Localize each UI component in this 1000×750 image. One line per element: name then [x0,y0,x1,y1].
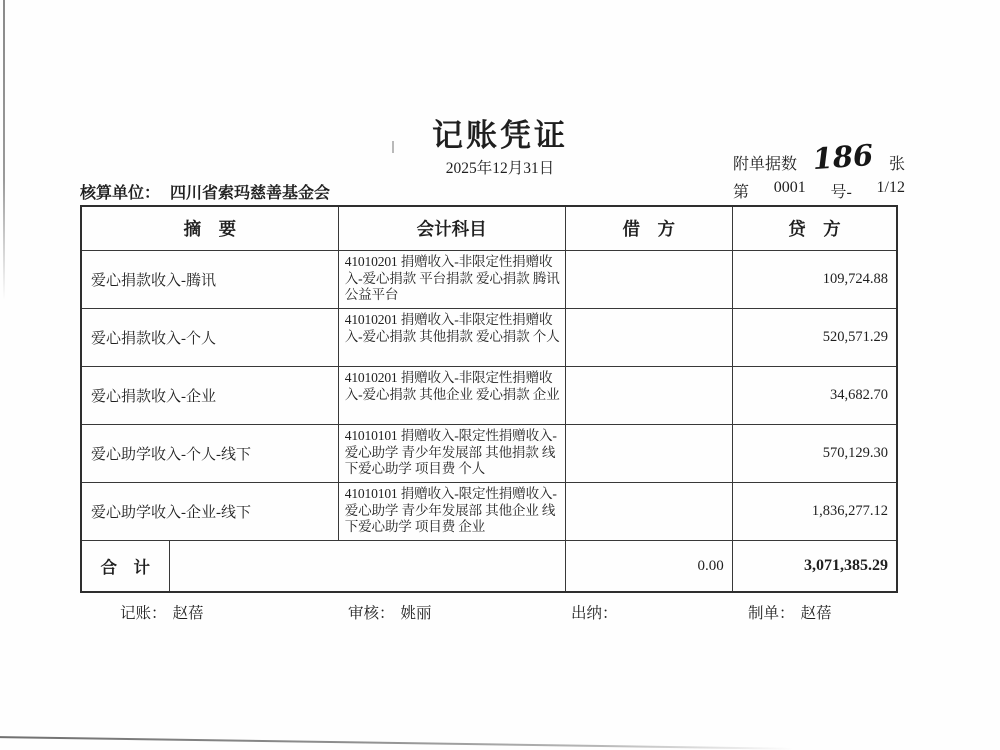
accounting-unit-line [80,180,330,203]
bookkeeper-name: 赵蓓 [172,605,204,622]
cell-credit: 1,836,277.12 [811,503,888,519]
cell-summary: 爱心捐款收入-腾讯 [82,251,339,308]
cell-account: 41010101 捐赠收入-限定性捐赠收入-爱心助学 青少年发展部 其他企业 线下爱心助学 项目费 企业 [339,483,566,540]
preparer-name: 赵蓓 [800,605,832,622]
table-row [82,483,896,541]
voucher-number: 0001 [773,179,806,196]
signature-preparer [748,601,832,623]
cell-summary: 爱心助学收入-企业-线下 [82,483,339,540]
cell-debit [566,425,733,482]
table-row [82,367,896,425]
cashier-label: 出纳： [571,605,618,622]
voucher-title: 记账凭证 [432,118,568,153]
total-blank-cell [170,541,566,591]
cell-account: 41010101 捐赠收入-限定性捐赠收入-爱心助学 青少年发展部 其他捐款 线下爱心助学 项目费 个人 [339,425,566,482]
signature-bookkeeper [120,601,204,623]
table-total-row [82,541,896,591]
cell-credit: 34,682.70 [830,387,888,403]
table-row [82,309,896,367]
cell-debit [566,251,733,308]
voucher-page: 1/12 [876,179,905,196]
signature-reviewer [348,601,432,623]
cell-summary: 爱心捐款收入-个人 [82,309,339,366]
total-label: 合 计 [82,541,170,591]
reviewer-label: 审核： [348,605,395,622]
attachment-count-handwritten: 186 [811,137,875,177]
voucher-number-suffix: 号- [830,184,852,201]
cell-summary: 爱心捐款收入-企业 [82,367,339,424]
cell-debit [566,483,733,540]
cell-debit [566,309,733,366]
voucher-number-line [733,179,905,202]
voucher-number-prefix: 第 [733,184,750,201]
voucher-table [80,205,898,593]
header-debit: 借 方 [566,207,733,250]
accounting-unit-value: 四川省索玛慈善基金会 [170,185,331,202]
header-account: 会计科目 [339,207,566,250]
total-credit: 3,071,385.29 [804,557,888,574]
table-row [82,251,896,309]
table-header-row [82,207,896,251]
header-summary: 摘 要 [82,207,339,250]
cell-credit: 570,129.30 [822,445,888,461]
attachment-count-line [733,137,905,177]
cell-summary: 爱心助学收入-个人-线下 [82,425,339,482]
attachment-unit: 张 [888,156,905,173]
scan-edge-artifact-bottom [0,736,794,750]
cell-debit [566,367,733,424]
cell-credit: 520,571.29 [822,329,888,345]
cell-account: 41010201 捐赠收入-非限定性捐赠收入-爱心捐款 其他捐款 爱心捐款 个人 [339,309,566,366]
table-row [82,425,896,483]
voucher-date: 2025年12月31日 [445,160,555,177]
cell-account: 41010201 捐赠收入-非限定性捐赠收入-爱心捐款 其他企业 爱心捐款 企业 [339,367,566,424]
total-debit: 0.00 [566,541,733,591]
preparer-label: 制单： [748,605,795,622]
bookkeeper-label: 记账： [120,605,167,622]
cell-account: 41010201 捐赠收入-非限定性捐赠收入-爱心捐款 平台捐款 爱心捐款 腾讯公益平台 [339,251,566,308]
reviewer-name: 姚丽 [400,605,432,622]
accounting-unit-label: 核算单位： [80,185,161,202]
cell-credit: 109,724.88 [822,271,888,287]
header-credit: 贷 方 [788,219,841,239]
signature-cashier [571,601,624,623]
attachment-label: 附单据数 [733,156,798,173]
